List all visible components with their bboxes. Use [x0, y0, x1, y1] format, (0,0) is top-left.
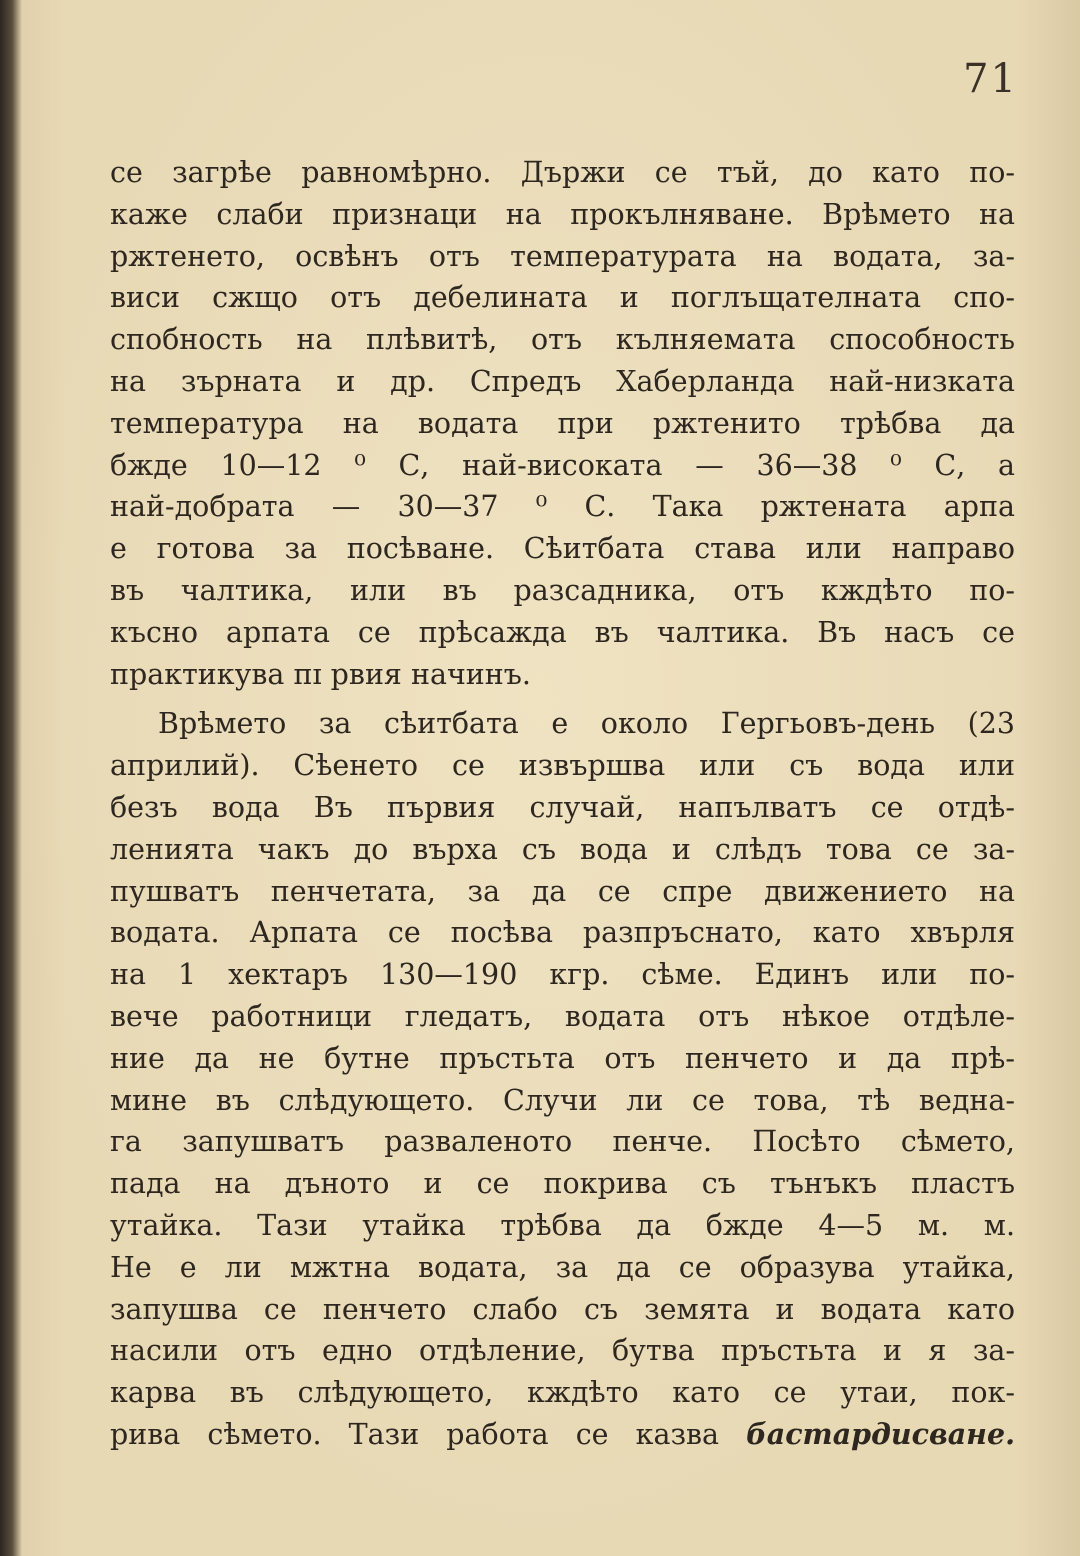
text-line: ржтенето, освѣнъ отъ температурата на водата, за-: [110, 239, 1015, 273]
text-line: виси сжщо отъ дебелината и поглъщателната спо-: [110, 281, 1015, 315]
text-line: Врѣмето за сѣитбата е около Гергьовъ-день (23: [158, 707, 1015, 741]
text-line: утайка. Тази утайка трѣбва да бжде 4—5 м. м.: [110, 1208, 1015, 1242]
text-line: на 1 хектаръ 130—190 кгр. сѣме. Единъ или по-: [110, 958, 1015, 992]
text-line: запушва се пенчето слабо съ земята и водата като: [110, 1292, 1015, 1326]
text-line: насили отъ едно отдѣление, бутва пръстьта и я за-: [110, 1334, 1015, 1368]
text-line: вече работници гледатъ, водата отъ нѣкое отдѣле-: [110, 999, 1015, 1033]
text-line: на зърната и др. Спредъ Хаберланда най-низката: [110, 364, 1015, 398]
text-line: пада на дъното и се покрива съ тънъкъ пластъ: [110, 1167, 1015, 1201]
emphasized-term: бастардисване.: [746, 1416, 1015, 1451]
text-line: практикува пɪ рвия начинъ.: [110, 657, 531, 691]
text-line: каже слаби признаци на прокълняване. Врѣмето на: [110, 197, 1015, 231]
text-line: въ чалтика, или въ разсадника, отъ кждѣто по-: [110, 573, 1015, 607]
text-line: карва въ слѣдующето, кждѣто като се утаи, пок-: [110, 1376, 1015, 1410]
text-line: се загрѣе равномѣрно. Държи се тъй, до като по-: [110, 156, 1015, 189]
text-line: най-добрата — 30—37 ⁰ С. Така ржтената арпа: [110, 490, 1015, 524]
paragraph-1: [110, 152, 1015, 695]
text-line: водата. Арпата се посѣва разпръснато, като хвърля: [110, 916, 1015, 950]
text-line: га запушватъ развaленото пенче. Посѣто сѣмето,: [110, 1125, 1015, 1159]
text-line: късно арпата се прѣсажда въ чалтика. Въ насъ се: [110, 615, 1015, 649]
text-line: спобность на плѣвитѣ, отъ кълняемата способность: [110, 323, 1015, 357]
text-line-final-start: рива сѣмето. Тази работа се казва: [110, 1417, 720, 1451]
text-line: безъ вода Въ първия случай, напълватъ се отдѣ-: [110, 790, 1015, 824]
text-line-final: [110, 1414, 1015, 1456]
text-line: априлий). Сѣенето се извършва или съ вода или: [110, 749, 1015, 783]
text-line: пушватъ пенчетата, за да се спре движението на: [110, 874, 1015, 908]
text-line: мине въ слѣдующето. Случи ли се това, тѣ ведна-: [110, 1083, 1015, 1117]
text-line: бжде 10—12 ⁰ С, най-високата — 36—38 ⁰ С, а: [110, 448, 1015, 482]
text-line: е готова за посѣване. Сѣитбата става или направо: [110, 532, 1015, 566]
text-line: Не е ли мжтна водата, за да се образува утайка,: [110, 1250, 1015, 1284]
paragraph-2: [110, 703, 1015, 1455]
text-line: ленията чакъ до върха съ вода и слѣдъ това се за-: [110, 832, 1015, 866]
body-text: [110, 152, 1015, 1456]
text-line: ние да не бутне пръстьта отъ пенчето и да прѣ-: [110, 1041, 1015, 1075]
book-spine-shadow: [0, 0, 22, 1556]
text-line: температура на водата при ржтенито трѣбва да: [110, 406, 1015, 440]
page-number: 71: [963, 56, 1018, 102]
